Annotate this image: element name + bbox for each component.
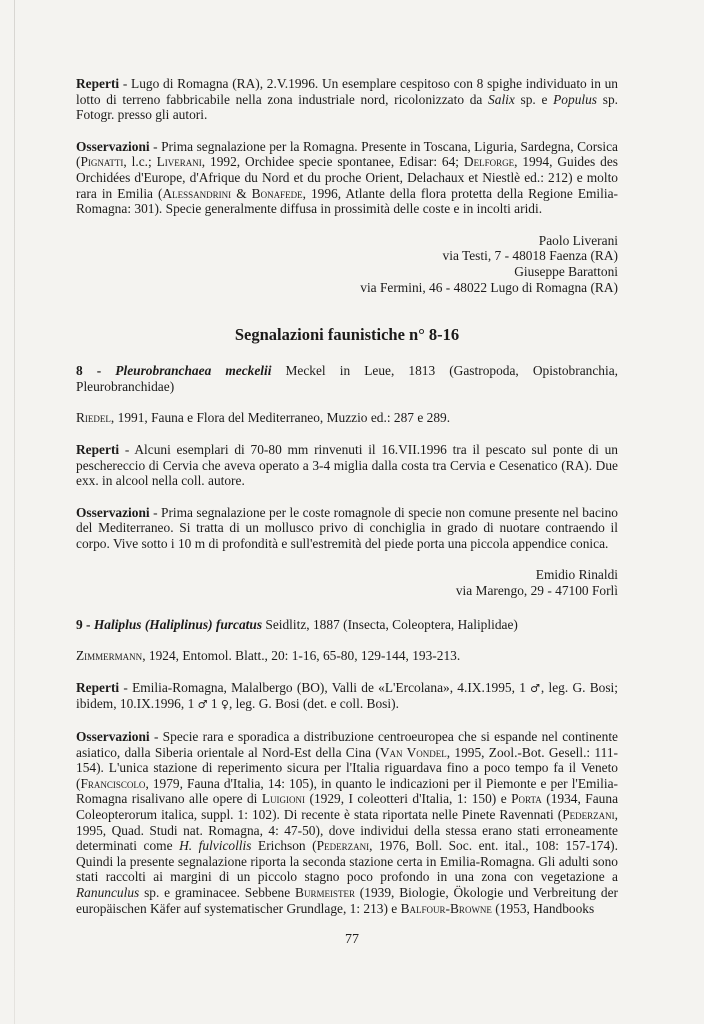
entry-9-title: 9 - Haliplus (Haliplinus) furcatus Seidlitz, 1887 (Insecta, Coleoptera, Haliplidae): [76, 616, 518, 632]
entry-8-title: 8 - Pleurobranchaea meckelii Meckel in Leue, 1813 (Gastropoda, Opistobranchia, Pleurobranchidae): [76, 363, 618, 394]
reperti-paragraph-1: Reperti - Lugo di Romagna (RA), 2.V.1996. Un esemplare cespitoso con 8 spighe individuato in un lotto di terreno fabbricabile nella zona industriale nord, ricolonizzato da Salix sp. e Populus sp. Fotogr. presso gli autori.: [76, 76, 618, 123]
signature-block-2: [76, 567, 618, 598]
author-name: Paolo Liverani: [538, 232, 618, 248]
signature-block-1: [76, 233, 618, 295]
author-address: via Fermini, 46 - 48022 Lugo di Romagna (RA): [360, 279, 618, 295]
author-address: via Testi, 7 - 48018 Faenza (RA): [442, 248, 618, 264]
entry-8-reperti: Reperti - Alcuni esemplari di 70-80 mm rinvenuti il 16.VII.1996 tra il pescato sul ponte di un peschereccio di Cervia che aveva operato a 3-4 miglia dalla costa tra Cervia e Cesenatico (RA). Due exx. in alcool nella coll. autore.: [76, 441, 618, 489]
entry-9-reference: Zimmermann, 1924, Entomol. Blatt., 20: 1-16, 65-80, 129-144, 193-213.: [76, 648, 461, 664]
author-address: via Marengo, 29 - 47100 Forlì: [455, 583, 618, 599]
author-name: Emidio Rinaldi: [535, 567, 618, 583]
entry-9-osservazioni: Osservazioni - Specie rara e sporadica a distribuzione centroeuropea che si espande nel continente asiatico, dalla Siberia orientale al Nord-Est della Cina (Van Vondel, 1995, Zool.-Bot. Gesell.: 111-154). L'unica stazione di reperimento sicura per l'Italia riguardava fino a poco tempo fa il Veneto (Franciscolo, 1979, Fauna d'Italia, 14: 105), in quanto le indicazioni per il Piemonte e per l'Emilia-Romagna risalivano alle opere di Luigioni (1929, I coleotteri d'Italia, 1: 150) e Porta (1934, Fauna Coleopterorum italica, suppl. 1: 102). Di recente è stata riportata nelle Pinete Ravennati (Pederzani, 1995, Quad. Studi nat. Romagna, 4: 47-50), dove individui della stessa erano stati erroneamente determinati come H. fulvicollis Erichson (Pederzani, 1976, Boll. Soc. ent. ital., 108: 157-174). Quindi la presente segnalazione riporta la seconda stazione certa in Emilia-Romagna. Gli adulti sono stati raccolti ai margini di un piccolo stagno poco profondo in una zona con vegetazione a Ranunculus sp. e graminacee. Sebbene Burmeister (1939, Biologie, Ökologie und Verbreitung der europäischen Käfer auf systematischer Grundlage, 1: 213) e Balfour-Browne (1953, Handbooks: [76, 729, 619, 916]
osservazioni-paragraph-1: Osservazioni - Prima segnalazione per la Romagna. Presente in Toscana, Liguria, Sardegna, Corsica (Pignatti, l.c.; Liverani, 1992, Orchidee specie spontanee, Edisar: 64; Delforge, 1994, Guides des Orchidées d'Europe, d'Afrique du Nord et du proche Orient, Delachaux et Niestlè ed.: 212) e molto rara in Emilia (Alessandrini & Bonafede, 1996, Atlante della flora protetta della Regione Emilia-Romagna: 301). Specie generalmente diffusa in prossimità delle coste e in incolti aridi.: [76, 138, 619, 217]
author-name: Giuseppe Barattoni: [514, 263, 618, 279]
male-symbol: ♂: [197, 698, 208, 712]
entry-8-osservazioni: Osservazioni - Prima segnalazione per le coste romagnole di specie non comune presente nel bacino del Mediterraneo. Si tratta di un mollusco privo di conchiglia in grado di nuotare contraendo il corpo. Vive sotto i 10 m di profondità e sull'estremità del piede porta una piccola appendice conica.: [76, 504, 618, 551]
entry-8-reference: Riedel, 1991, Fauna e Flora del Mediterraneo, Muzzio ed.: 287 e 289.: [76, 410, 451, 426]
entry-9-reperti: Reperti - Emilia-Romagna, Malalbergo (BO), Valli de «L'Ercolana», 4.IX.1995, 1 ♂, leg. G. Bosi; ibidem, 10.IX.1996, 1 ♂ 1 ♀, leg. G. Bosi (det. e coll. Bosi).: [76, 679, 618, 712]
page-content: [76, 76, 618, 932]
male-symbol: ♂: [530, 681, 541, 695]
section-heading: Segnalazioni faunistiche n° 8-16: [234, 325, 460, 345]
page-edge: [14, 0, 15, 1024]
page-number: 77: [345, 932, 359, 947]
female-symbol: ♀: [220, 698, 229, 712]
